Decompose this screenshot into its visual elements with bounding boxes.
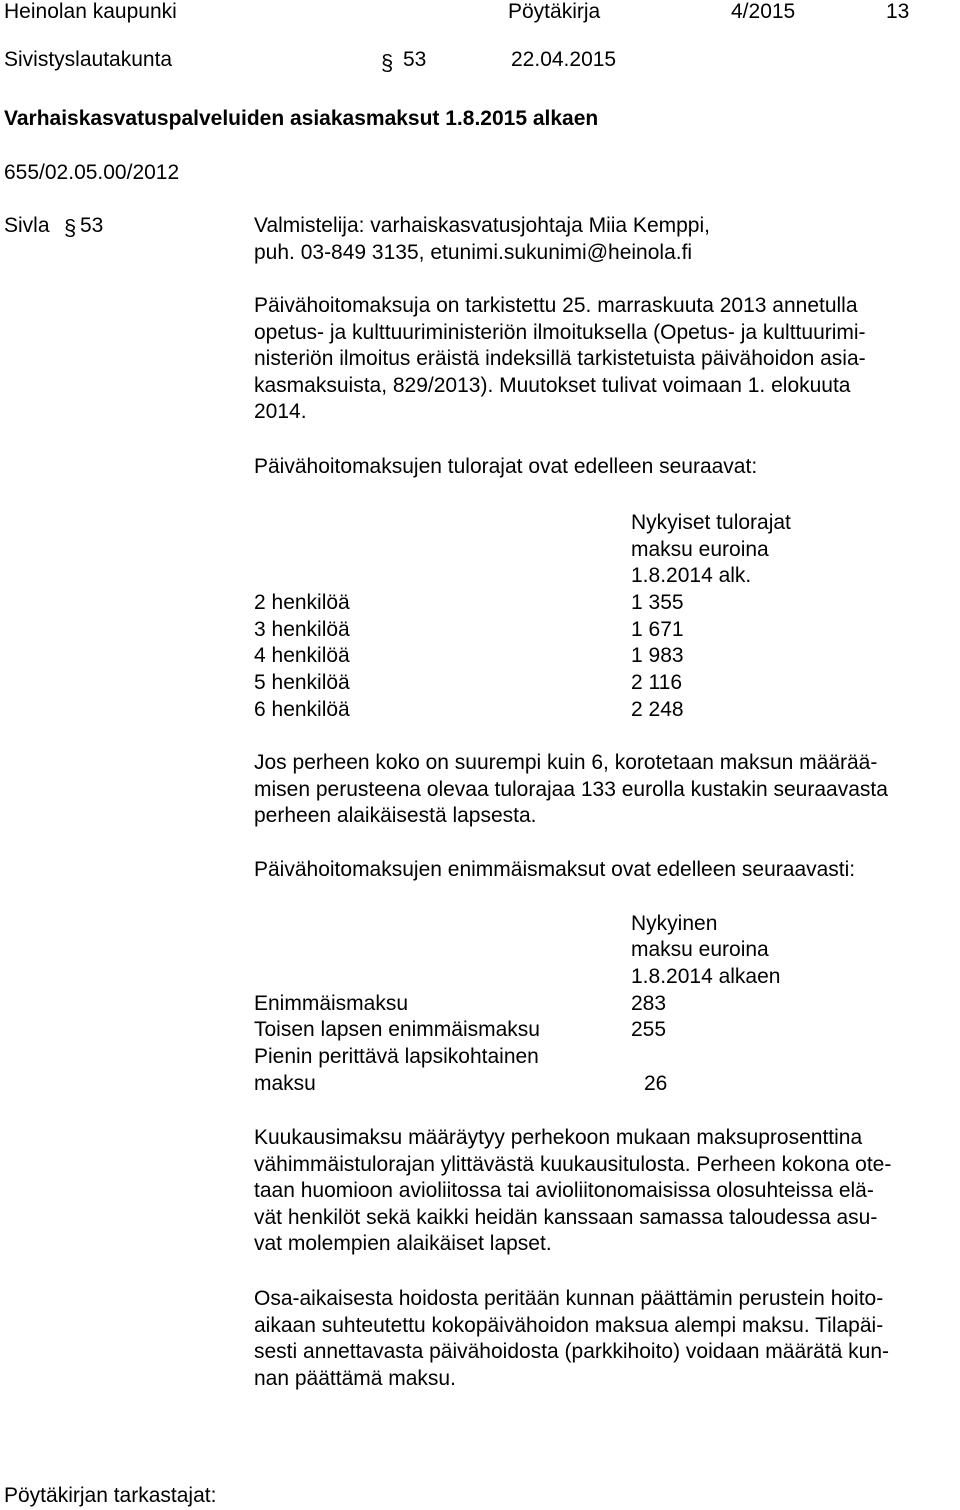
max-header-1: Nykyinen	[631, 912, 718, 935]
paragraph-2: Jos perheen koko on suurempi kuin 6, korotetaan maksun määrää- misen perusteena olevaa tulorajaa 133 eurolla kustakin seuraavasta perheen alaikäisestä lapsesta.	[254, 751, 888, 827]
table-row	[254, 697, 684, 724]
row-label: 4 henkilöä	[254, 644, 350, 667]
row-label: 3 henkilöä	[254, 618, 350, 641]
row-label: maksu	[254, 1072, 316, 1095]
section-number: 53	[403, 48, 427, 71]
row-label: 5 henkilöä	[254, 671, 350, 694]
row-value: 2 116	[631, 671, 682, 694]
row-label: 2 henkilöä	[254, 591, 350, 614]
paragraph-3: Kuukausimaksu määräytyy perhekoon mukaan maksuprosenttina vähimmäistulorajan ylittävästä kuukausitulosta. Perheen kokona ote- taan huomioon avioliitossa tai avioliitonomaisissa olosuhteissa elä- vät henkilöt sekä kaikki heidän kanssaan samassa taloudessa asu- vat molempien alaikäiset lapset.	[254, 1126, 892, 1255]
table-row	[254, 1017, 667, 1044]
sivla-number: 53	[80, 214, 104, 237]
preparer-line-2: puh. 03-849 3135, etunimi.sukunimi@heinola.fi	[254, 241, 693, 264]
board-name: Sivistyslautakunta	[4, 48, 173, 71]
paragraph-4: Osa-aikaisesta hoidosta peritään kunnan päättämin perustein hoito- aikaan suhteutettu kokopäivähoidon maksua alempi maksu. Tilapäi- sesti annettavasta päivähoidosta (parkkihoito) voidaan määrätä kun- nan päättämä maksu.	[254, 1287, 890, 1390]
income-intro: Päivähoitomaksujen tulorajat ovat edelleen seuraavat:	[254, 455, 758, 478]
sivla-label: Sivla	[4, 214, 50, 237]
max-fee-intro: Päivähoitomaksujen enimmäismaksut ovat edelleen seuraavasti:	[254, 858, 856, 881]
footer-reviewers: Pöytäkirjan tarkastajat:	[4, 1484, 217, 1507]
income-header-1: Nykyiset tulorajat	[631, 511, 791, 534]
row-value: 2 248	[631, 698, 684, 721]
section-symbol: §	[381, 50, 394, 75]
row-value: 1 983	[631, 644, 684, 667]
max-header-2: maksu euroina	[631, 938, 769, 961]
meeting-date: 22.04.2015	[511, 48, 617, 71]
doc-number: 4/2015	[731, 0, 796, 23]
row-value: 1 671	[631, 618, 684, 641]
row-value: 283	[631, 992, 667, 1015]
diary-number: 655/02.05.00/2012	[4, 161, 180, 184]
preparer-line-1: Valmistelija: varhaiskasvatusjohtaja Miia Kemppi,	[254, 214, 710, 237]
row-value: 1 355	[631, 591, 684, 614]
row-value: 26	[644, 1072, 668, 1095]
row-value: 255	[631, 1018, 667, 1041]
row-label: Toisen lapsen enimmäismaksu	[254, 1018, 540, 1041]
page-title: Varhaiskasvatuspalveluiden asiakasmaksut 1.8.2015 alkaen	[4, 107, 599, 130]
sivla-section-symbol: §	[64, 215, 77, 240]
table-row	[254, 1044, 539, 1071]
table-row	[254, 1071, 668, 1098]
table-row	[254, 590, 684, 617]
org-name: Heinolan kaupunki	[4, 0, 177, 23]
doc-type: Pöytäkirja	[508, 0, 601, 23]
paragraph-1: Päivähoitomaksuja on tarkistettu 25. marraskuuta 2013 annetulla opetus- ja kulttuuriministeriön ilmoituksella (Opetus- ja kulttuurimi- nisteriön ilmoitus eräistä indeksillä tarkistetuista päivähoidon asia- kasmaksuista, 829/2013). Muutokset tulivat voimaan 1. elokuuta 2014.	[254, 294, 866, 423]
table-row	[254, 670, 682, 697]
row-label: 6 henkilöä	[254, 698, 350, 721]
max-header-3: 1.8.2014 alkaen	[631, 965, 781, 988]
table-row	[254, 643, 684, 670]
page-number: 13	[886, 0, 910, 23]
table-row	[254, 991, 667, 1018]
income-header-2: maksu euroina	[631, 538, 769, 561]
row-label: Pienin perittävä lapsikohtainen	[254, 1045, 539, 1068]
row-label: Enimmäismaksu	[254, 992, 409, 1015]
table-row	[254, 617, 684, 644]
income-header-3: 1.8.2014 alk.	[631, 564, 752, 587]
